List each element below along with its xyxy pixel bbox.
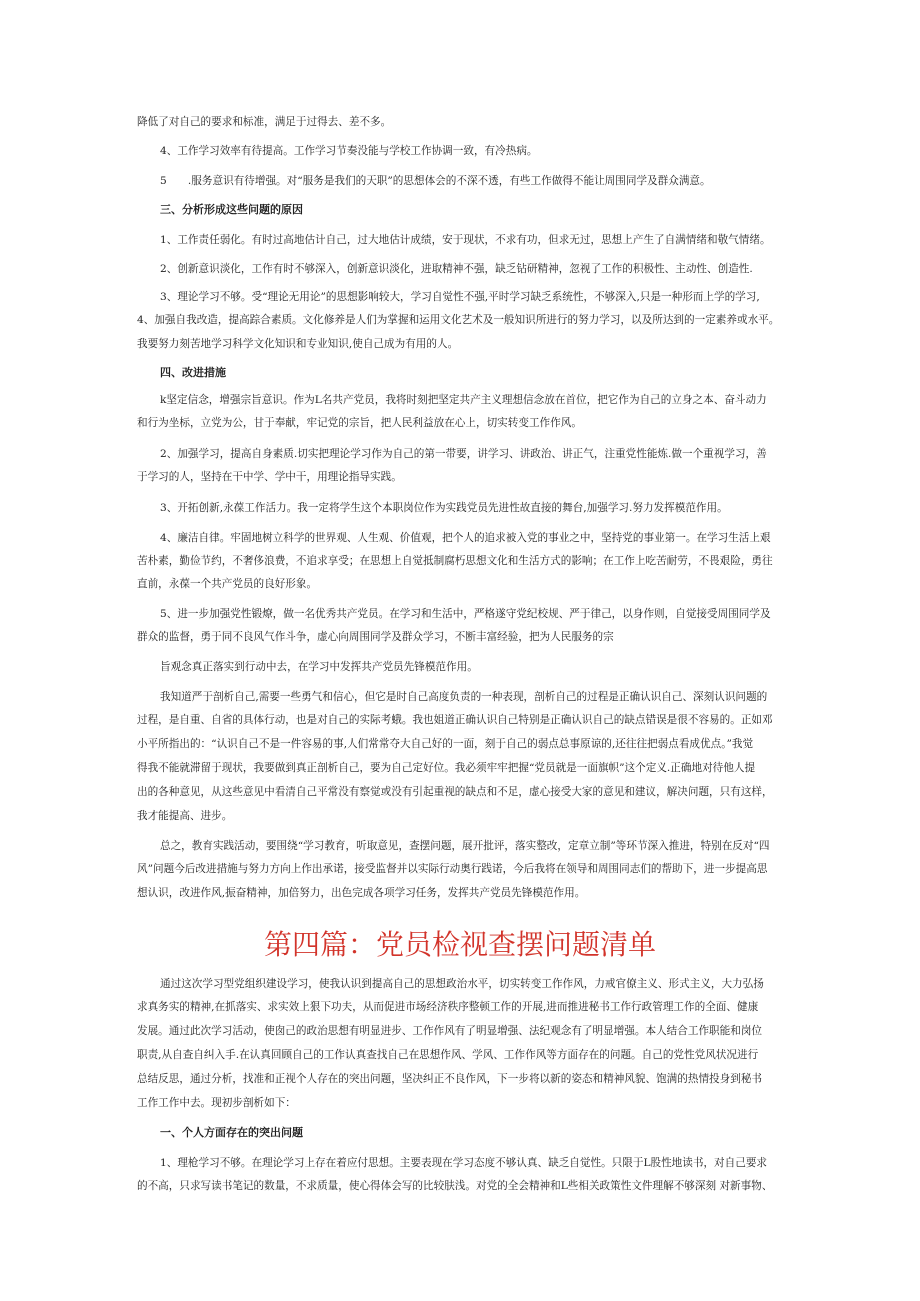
section-heading: 三、分析形成这些问题的原因: [160, 203, 303, 216]
text-line: 风”问题今后改进措施与努力方向上作出承诺，接受监督并以实际行动奥行践诺，今后我将在领导和周围同志们的帮助下，进一步提高思: [137, 863, 768, 875]
text-line: 降低了对自己的要求和标准，满足于过得去、差不多。: [137, 116, 392, 128]
text-line: 总结反思，通过分析，找准和正视个人存在的突出问题，坚决纠正不良作风，下一步将以新的姿态和精神风貌、饱满的热情投身到秘书: [137, 1073, 763, 1085]
text-line: 3、理论学习不够。受“理论无用论”的思想影响较大，学习自觉性不强,平时学习缺乏系统性，不够深入,只是一种形而上学的学习,: [160, 291, 760, 303]
text-line: 4、廉洁自律。牢固地树立科学的世界观、人生观、价值观，把个人的追求被入党的事业之中，坚持党的事业第一。在学习生活上艰: [160, 532, 771, 544]
text-line: 群众的监督，勇于同不良风气作斗争，虚心向周围同学及群众学习，不断丰富经验，把为人民服务的宗: [137, 631, 614, 643]
text-line: 得我不能就滞留于现状，我要做到真正剖析自己，要为自己定好位。我必须牢牢把握“党员就是一面旗帜”这个定义.正确地对待他人提: [137, 762, 756, 774]
text-line: 2、加强学习，提高自身素质.切实把理论学习作为自己的第一带要，讲学习、讲政治、讲正气，注重党性能炼.做一个重视学习，善: [160, 448, 767, 460]
text-line: 总之，教育实践活动，要围绕“学习教育，听取意见，查摆问题，展开批评，落实整改，定章立制”等环节深入推进，特别在反对“四: [160, 840, 770, 852]
chapter-title: 第四篇：党员检视查摆问题清单: [263, 928, 656, 961]
text-line: 5、进一步加强党性锻燎，做一名优秀共产党员。在学习和生活中，严格遂守党纪校规、严于律己，以身作则，自觉接受周围同学及: [160, 608, 771, 620]
text-line: 3、开拓创新,永葆工作活力。我一定将学生这个本职岗位作为实践党员先进性故直接的舞台,加强学习.努力发挥模范作用。: [160, 502, 728, 514]
text-line: 和行为坐标，立党为公，甘于奉献，牢记党的宗旨，把人民利益放在心上，切实转变工作作风。: [137, 417, 582, 429]
text-line: 2、创新意识淡化，工作有时不够深入，创新意识淡化，进取精神不强，缺乏钻研精神，忽视了工作的积极性、主动性、创造性.: [160, 263, 753, 275]
text-line: 想认识，改进作风,振奋精神，加倍努力，出色完成各项学习任务，发挥共产党员先锋模范作用。: [137, 887, 586, 899]
text-line: 工作工作中去。现初步剖析如下：: [137, 1097, 296, 1109]
text-line: 过程，是自重、自省的具体行动，也是对自己的实际考蛾。我也姐道正确认识自己特别是正确认识自己的缺点错误是很不容易的。正如邓: [137, 714, 773, 726]
text-line: 4、工作学习效率有待提高。工作学习节奏没能与学校工作协调一致，有冷热病。: [160, 145, 538, 157]
text-line: 苦朴素，勤俭节约，不奢侈浪费，不追求享受；在思想上自觉抵制腐朽思想文化和生活方式的影响；在工作上吃苦耐劳，不畏艰险，勇往: [137, 555, 773, 567]
section-heading: 一、个人方面存在的突出问题: [160, 1126, 303, 1139]
text-line: 4、加强自我改造，提高踪合素质。文化修养是人们为掌握和运用文化艺术及一般知识所进行的努力学习，以及所达到的一定素养或水平。: [137, 314, 780, 326]
text-line: 的不高，只求写读书笔记的数量，不求质量，使心得体会写的比较肤浅。对党的全会精神和L些相关政策性文件理解不够深刻 对新事物、: [137, 1180, 773, 1192]
text-line: 发展。通过此次学习活动，使囱己的政治思想有明显进步、工作作风有了明显增强、法纪观念有了明显增强。本人结合工作职能和岗位: [137, 1025, 763, 1037]
text-line: 1、工作责任弱化。有时过高地估计自己，过大地估计成绩，安于现状，不求有功，但求无过，思想上产生了自满情绪和敬气情绪。: [160, 234, 771, 246]
text-line: 1、理枪学习不够。在理论学习上存在着应付思想。主要表现在学习态度不够认真、缺乏自觉性。只限于L股性地读书，对自己要求: [160, 1157, 768, 1169]
text-line: 小平所指出的：“认识自己不是一件容易的事,人们常常夺大自己好的一面，刻于自己的弱点总事原谅的,还往往把弱点看成优点。”我觉: [137, 738, 754, 750]
section-heading: 四、改进措施: [160, 366, 226, 379]
text-line: 5 .服务意识有待增强。对“服务是我们的天职”的思想体会的不深不透，有些工作做得不能让周围同学及群众满意。: [160, 175, 711, 187]
text-line: 通过这次学习型党组织建设学习，使我认识到提高自己的思想政治水平，切实转变工作作风，力戒官僚主义、形式主义，大力弘扬: [160, 978, 764, 990]
text-line: 求真务实的精神,在抓落实、求实效上狠下功夫，从而促进市场经济秩序整顿工作的开展,进而推进秘书工作行政管理工作的全面、健康: [137, 1001, 759, 1013]
text-line: 我要努力刻苦地学习科学文化知识和专业知识,使自己成为有用的人。: [137, 338, 459, 350]
text-line: k坚定信念，增强宗旨意识。作为L名共产党员，我将时刻把坚定共产主义理想信念放在首位，把它作为自己的立身之本、奋斗动力: [160, 394, 767, 406]
text-line: 出的各种意见，从这些意见中看清自己平常没有察觉或没有引起重视的缺点和不足，虚心接受大家的意见和建议，解决问题，只有这样，: [137, 786, 773, 798]
text-line: 我知道严于剖析自己,需要一些勇气和信心，但它是时自己高度负责的一种表现，剖析自己的过程是正确认识自己、深刻认识问题的: [160, 691, 768, 703]
text-line: 职责,从自查自纠入手.在认真回顾自己的工作认真查找自己在思想作风、学风、工作作风等方面存在的问题。自己的党性党风状况进行: [137, 1049, 759, 1061]
text-line: 于学习的人，坚持在干中学、学中干，用理论指导实践。: [137, 471, 402, 483]
text-line: 旨观念真正落实到行动中去，在学习中发挥共产党员先锋模范作用。: [160, 661, 478, 673]
text-line: 我才能提高、进步。: [137, 810, 233, 822]
text-line: 直前，永葆一个共产党员的良好形象。: [137, 578, 318, 590]
